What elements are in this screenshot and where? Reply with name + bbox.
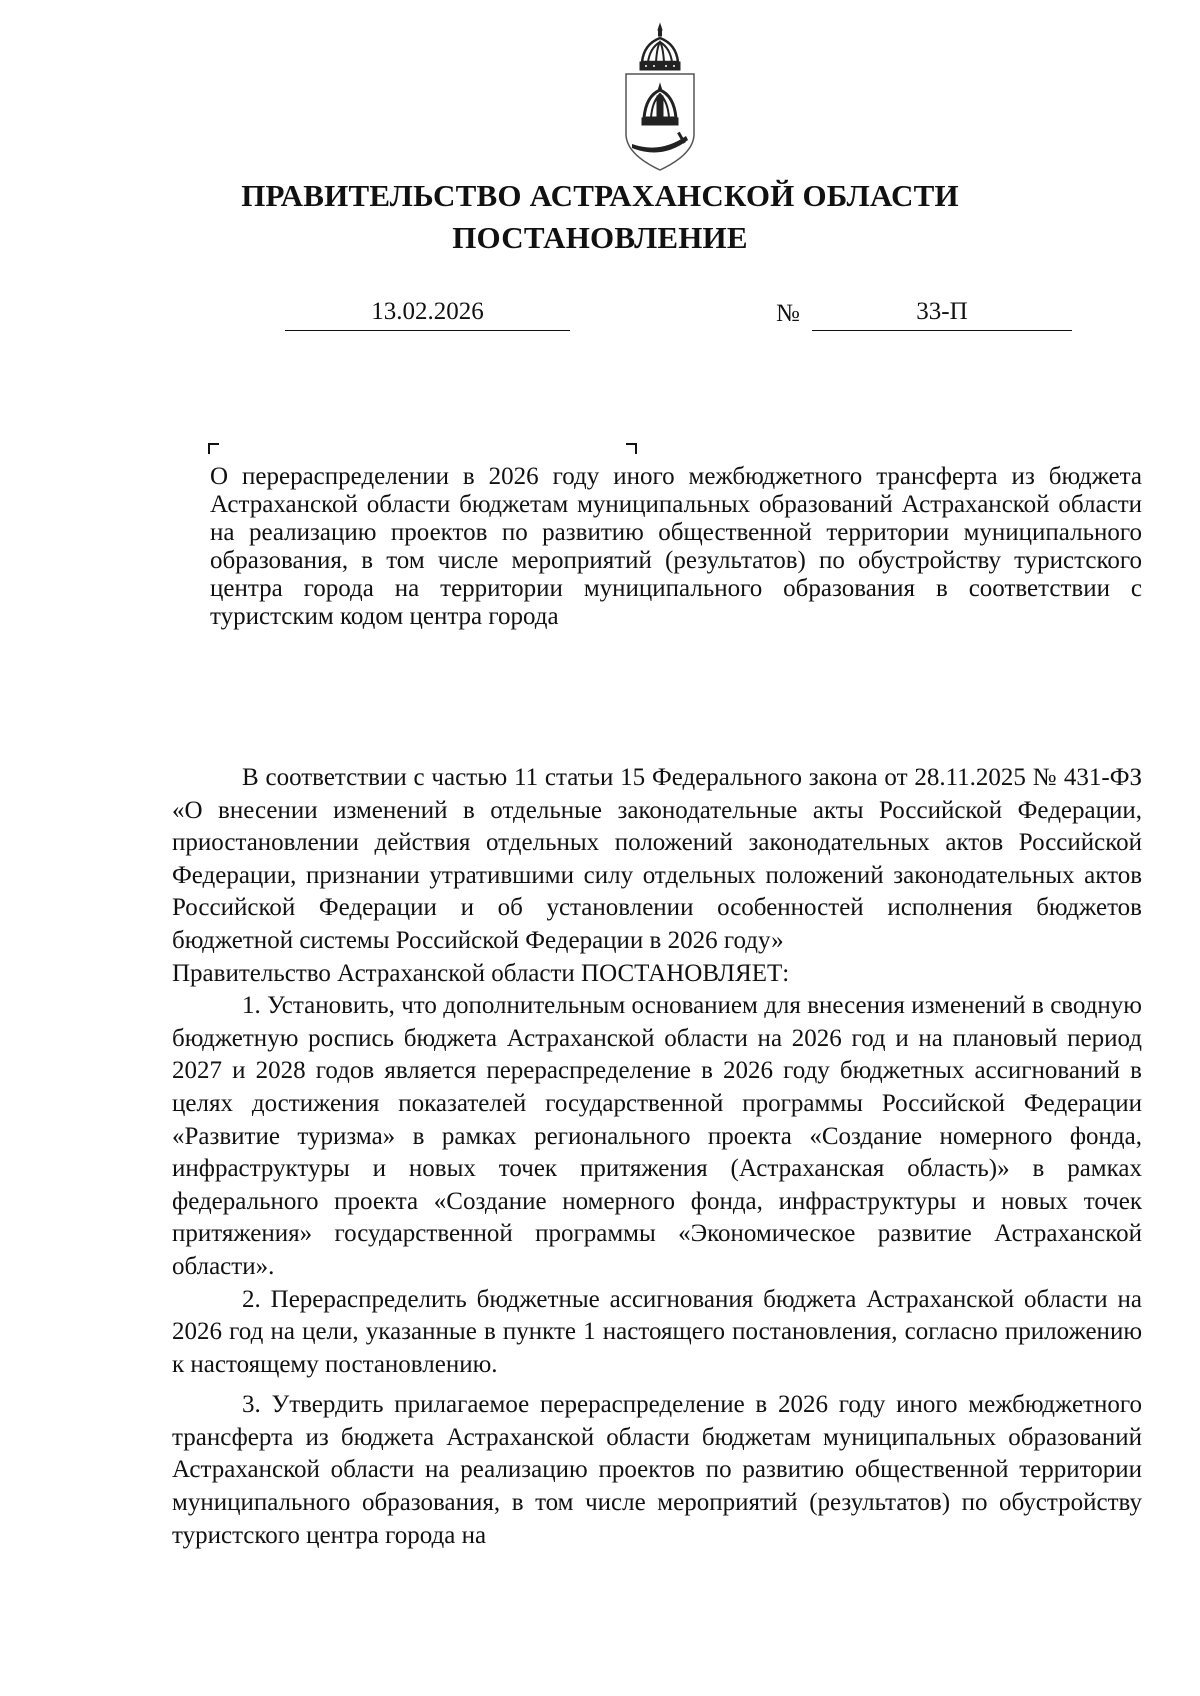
- number-sign: №: [776, 300, 800, 327]
- subject-corner-right: [626, 443, 637, 454]
- government-title: ПРАВИТЕЛЬСТВО АСТРАХАНСКОЙ ОБЛАСТИ: [241, 178, 959, 213]
- document-subject: О перераспределении в 2026 году иного межбюджетного трансферта из бюджета Астраханской области бюджетам муниципальных образований Астраханской области на реализацию проектов по развитию общественной территории муниципального образования, в том числе мероприятий (результатов) по обустройству туристского центра города на территории муниципального образования в соответствии с туристским кодом центра города: [210, 463, 1142, 630]
- resolves-line: Правительство Астраханской области ПОСТАНОВЛЯЕТ:: [172, 959, 790, 987]
- document-number: 33-П: [812, 298, 1072, 331]
- subject-corner-left: [208, 443, 219, 454]
- document-date: 13.02.2026: [285, 298, 570, 331]
- document-type-title: ПОСТАНОВЛЕНИЕ: [452, 220, 748, 255]
- point-1-paragraph: 1. Установить, что дополнительным основанием для внесения изменений в сводную бюджетную роспись бюджета Астраханской области на 2026 год и на плановый период 2027 и 2028 годов является перераспределение в 2026 году бюджетных ассигнований в целях достижения показателей государственной программы Российской Федерации «Развитие туризма» в рамках регионального проекта «Создание номерного фонда, инфраструктуры и новых точек притяжения (Астраханская область)» в рамках федерального проекта «Создание номерного фонда, инфраструктуры и новых точек притяжения» государственной программы «Экономическое развитие Астраханской области».: [172, 992, 1142, 1280]
- point-3-paragraph: 3. Утвердить прилагаемое перераспределение в 2026 году иного межбюджетного трансферта из бюджета Астраханской области бюджетам муниципальных образований Астраханской области на реализацию проектов по развитию общественной территории муниципального образования, в том числе мероприятий (результатов) по обустройству туристского центра города на: [172, 1391, 1142, 1549]
- document-body: [172, 762, 1142, 1552]
- coat-of-arms-icon: [620, 22, 700, 172]
- preamble-paragraph: В соответствии с частью 11 статьи 15 Федерального закона от 28.11.2025 № 431-ФЗ «О внесении изменений в отдельные законодательные акты Российской Федерации, приостановлении действия отдельных положений законодательных актов Российской Федерации, признании утратившими силу отдельных положений законодательных актов Российской Федерации и об установлении особенностей исполнения бюджетов бюджетной системы Российской Федерации в 2026 году»: [172, 764, 1142, 954]
- point-2-paragraph: 2. Перераспределить бюджетные ассигнования бюджета Астраханской области на 2026 год на цели, указанные в пункте 1 настоящего постановления, согласно приложению к настоящему постановлению.: [172, 1285, 1142, 1378]
